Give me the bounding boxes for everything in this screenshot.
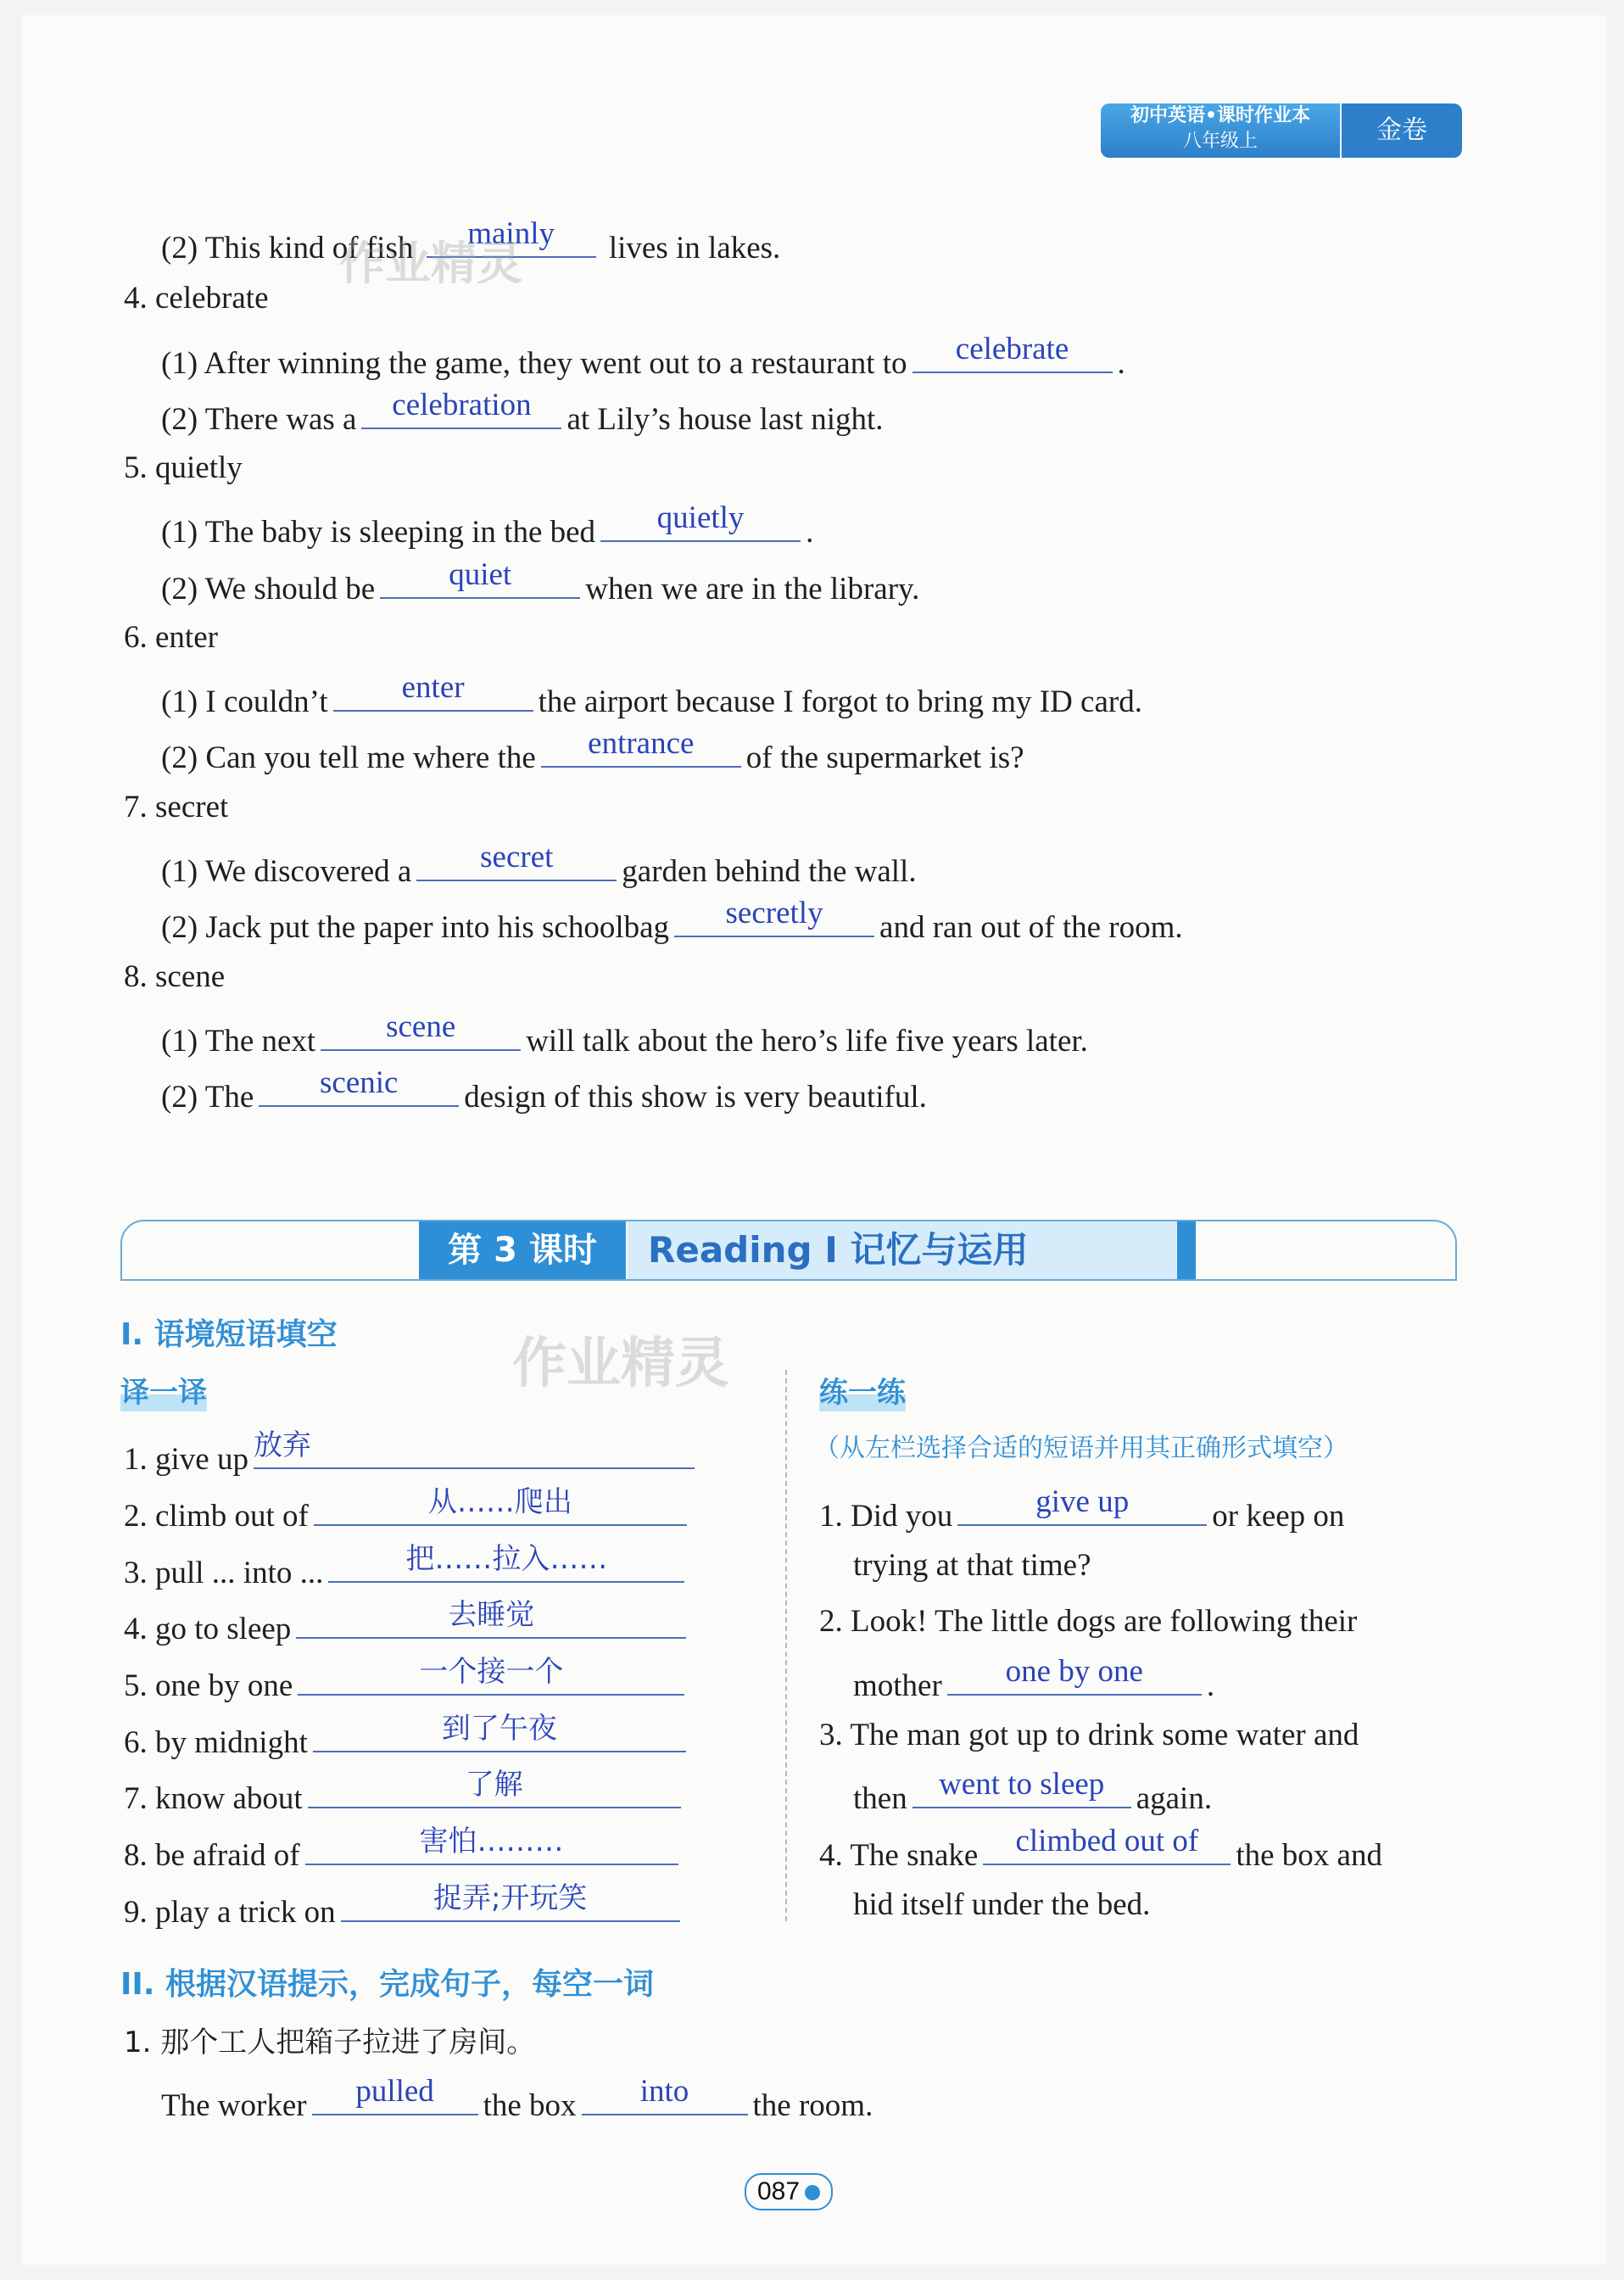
answer-blank: secretly — [674, 902, 874, 937]
watermark: 作业精灵 — [512, 1333, 729, 1395]
practice-item-3-cont: then went to sleep again. — [853, 1767, 1213, 1816]
series-label — [1101, 103, 1340, 158]
item-enter-1: (1) I couldn’t enter the airport because I forgot to bring my ID card. — [161, 670, 1142, 719]
phrase-row: 3. pull ... into ... 把……拉入…… — [124, 1547, 689, 1592]
answer-blank: enter — [333, 676, 533, 712]
answer-blank: 一个接一个 — [298, 1660, 684, 1696]
sentence-text: lives in lakes. — [608, 231, 781, 265]
series-title: 初中英语•课时作业本 — [1130, 105, 1311, 126]
watermark: 作业精灵 — [339, 237, 522, 290]
answer-blank: celebrate — [912, 338, 1113, 373]
answer-blank: 了解 — [308, 1773, 681, 1808]
answer-blank: 从……爬出 — [314, 1490, 687, 1526]
answer-blank: one by one — [947, 1660, 1202, 1696]
translate-tag: 译一译 — [120, 1376, 207, 1410]
phrase-row: 6. by midnight 到了午夜 — [124, 1717, 691, 1762]
word-heading-celebrate: 4. celebrate — [124, 281, 269, 316]
phrase-row: 2. climb out of 从……爬出 — [124, 1490, 692, 1535]
translation-answer: The worker pulled the box into the room. — [161, 2074, 873, 2123]
answer-text: mainly — [467, 216, 555, 251]
practice-item-3: 3. The man got up to drink some water and — [819, 1718, 1359, 1752]
banner-accent — [1177, 1221, 1196, 1279]
grade-label: 八年级上 — [1182, 131, 1258, 152]
phrase-row: 4. go to sleep 去睡觉 — [124, 1603, 691, 1648]
answer-blank: secret — [416, 846, 617, 881]
answer-blank: 放弃 — [254, 1433, 695, 1469]
answer-blank: scene — [321, 1015, 521, 1051]
column-divider — [785, 1370, 787, 1921]
translation-prompt: 1. 那个工人把箱子拉进了房间。 — [124, 2026, 536, 2059]
lesson-title: Reading I 记忆与运用 — [628, 1221, 1177, 1279]
lesson-number: 第 3 课时 — [419, 1221, 626, 1279]
answer-blank: quietly — [600, 506, 801, 542]
answer-blank: 害怕……… — [305, 1830, 678, 1865]
item-scene-1: (1) The next scene will talk about the hero’s life five years later. — [161, 1009, 1088, 1059]
practice-item-4-cont: hid itself under the bed. — [853, 1887, 1151, 1922]
answer-blank: celebration — [361, 394, 561, 429]
phrase-row: 8. be afraid of 害怕……… — [124, 1830, 684, 1875]
section-1-title: I. 语境短语填空 — [120, 1317, 338, 1352]
answer-blank: climbed out of — [983, 1830, 1231, 1865]
practice-item-1-cont: trying at that time? — [853, 1548, 1091, 1583]
sentence-text: (2) This kind of fish — [161, 231, 414, 265]
practice-item-1: 1. Did you give up or keep on — [819, 1484, 1345, 1534]
item-celebrate-1: (1) After winning the game, they went out to a restaurant to celebrate . — [161, 332, 1125, 381]
phrase-row: 5. one by one 一个接一个 — [124, 1660, 689, 1705]
answer-blank: entrance — [541, 732, 741, 768]
page-dot-icon — [805, 2185, 820, 2200]
practice-hint: （从左栏选择合适的短语并用其正确形式填空） — [814, 1433, 1348, 1463]
answer-blank: into — [582, 2080, 748, 2115]
practice-item-4: 4. The snake climbed out of the box and — [819, 1824, 1382, 1873]
item-secret-1: (1) We discovered a secret garden behind the wall. — [161, 840, 917, 889]
lesson-banner — [120, 1220, 1457, 1281]
answer-blank: 把……拉入…… — [328, 1547, 684, 1583]
answer-blank: scenic — [259, 1071, 459, 1107]
answer-blank: 捉弄;开玩笑 — [341, 1886, 680, 1922]
phrase-row: 1. give up 放弃 — [124, 1433, 700, 1478]
page-number: 087 — [745, 2173, 833, 2210]
item-quietly-2: (2) We should be quiet when we are in the library. — [161, 557, 920, 606]
answer-blank: quiet — [380, 563, 580, 599]
answer-blank: pulled — [312, 2080, 478, 2115]
answer-blank: 到了午夜 — [313, 1717, 686, 1752]
series-header — [1101, 103, 1462, 158]
item-enter-2: (2) Can you tell me where the entrance of the supermarket is? — [161, 726, 1024, 775]
item-celebrate-2: (2) There was a celebration at Lily’s house last night. — [161, 388, 884, 437]
answer-blank: 去睡觉 — [296, 1603, 686, 1639]
practice-item-2-cont: mother one by one . — [853, 1654, 1215, 1703]
word-heading-quietly: 5. quietly — [124, 450, 243, 485]
answer-blank: give up — [957, 1490, 1207, 1526]
phrase-row: 7. know about 了解 — [124, 1773, 686, 1818]
practice-item-2: 2. Look! The little dogs are following their — [819, 1604, 1358, 1639]
item-quietly-1: (1) The baby is sleeping in the bed quietly . — [161, 500, 814, 550]
brand-logo: 金卷 — [1342, 103, 1462, 158]
section-2-title: II. 根据汉语提示，完成句子，每空一词 — [120, 1967, 654, 2002]
word-heading-secret: 7. secret — [124, 790, 229, 824]
phrase-row: 9. play a trick on 捉弄;开玩笑 — [124, 1886, 685, 1931]
word-heading-scene: 8. scene — [124, 959, 226, 994]
word-heading-enter: 6. enter — [124, 620, 218, 655]
answer-blank: went to sleep — [912, 1773, 1131, 1808]
item-secret-2: (2) Jack put the paper into his schoolbag secretly and ran out of the room. — [161, 896, 1183, 945]
practice-tag: 练一练 — [819, 1376, 906, 1410]
item-scene-2: (2) The scenic design of this show is very beautiful. — [161, 1065, 927, 1115]
